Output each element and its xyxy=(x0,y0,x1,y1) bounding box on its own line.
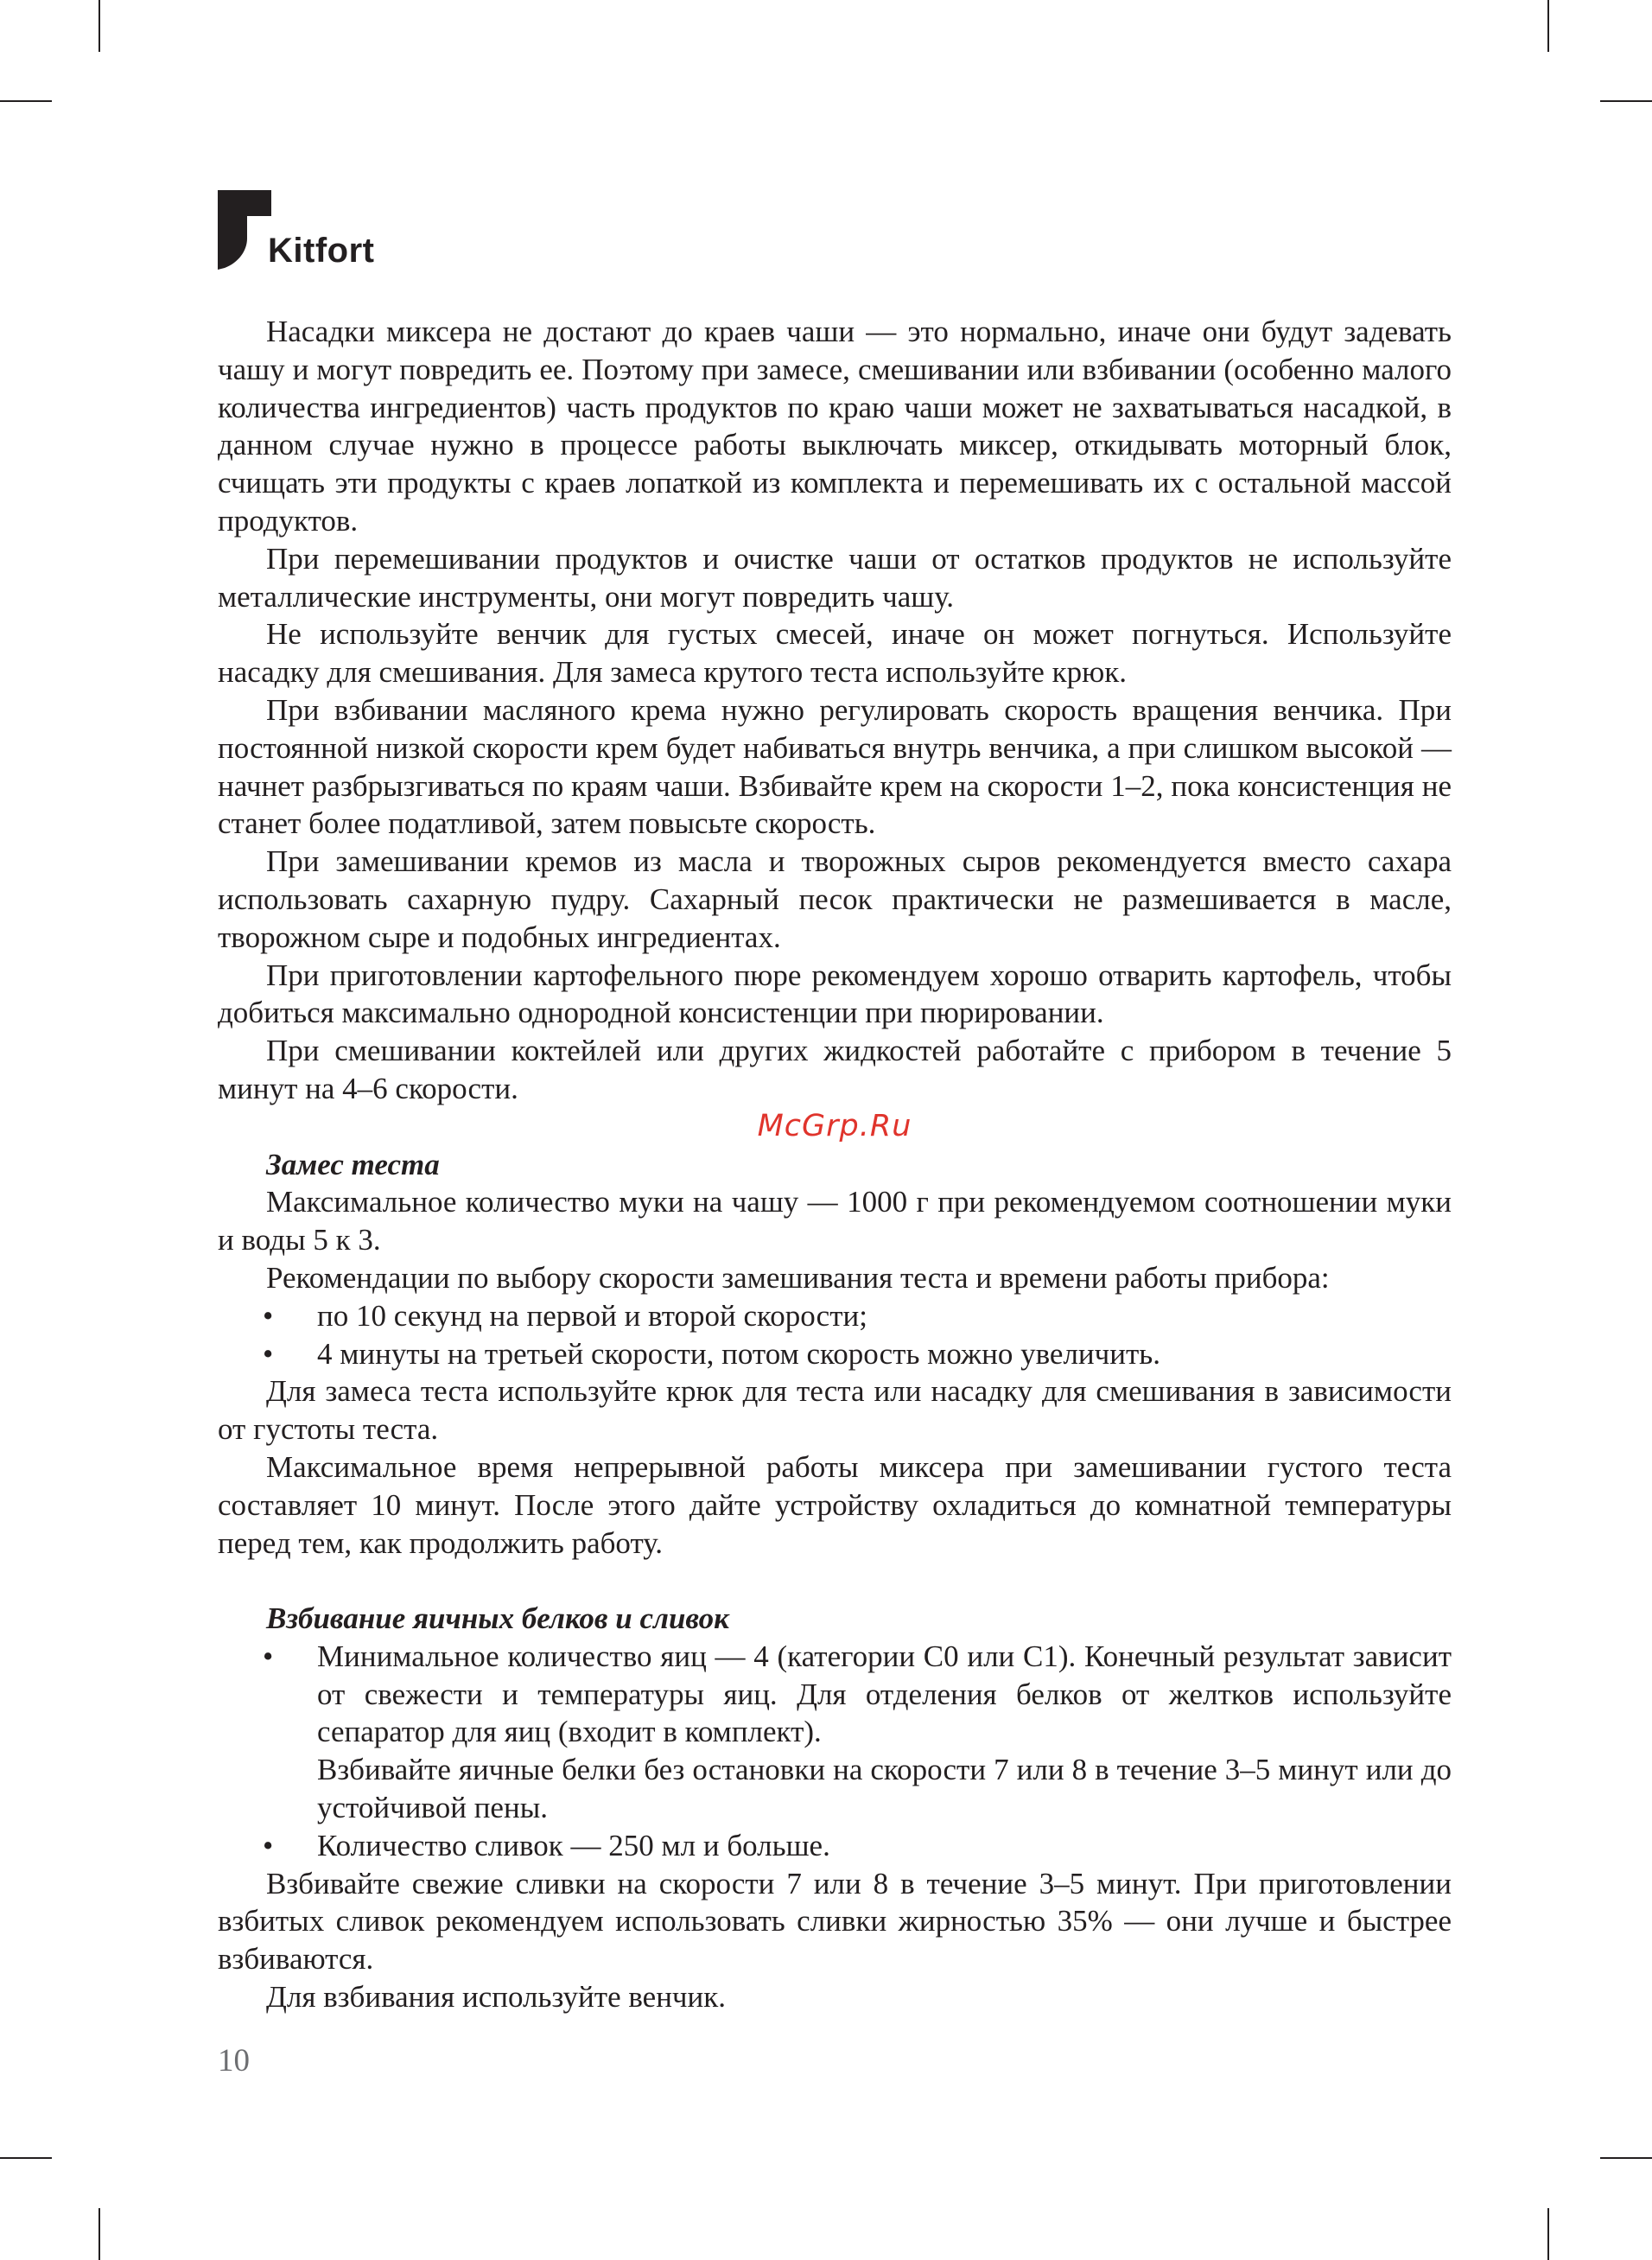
paragraph: При приготовлении картофельного пюре рекомендуем хорошо отварить картофель, чтобы добиться максимально однородной консистенции при пюрировании. xyxy=(218,958,1452,1030)
bullet-icon: • xyxy=(263,1639,274,1673)
paragraph: При смешивании коктейлей или других жидкостей работайте с прибором в течение 5 минут на 4–6 скорости. xyxy=(218,1034,1452,1105)
paragraph: Насадки миксера не достают до краев чаши — это нормально, иначе они будут задевать чашу и могут повредить ее. Поэтому при замесе, смешивании или взбивании (особенно малого количества ингредиентов) часть продуктов по краю чаши может не захватываться насадкой, в данном случае нужно в процессе работы выключать миксер, откидывать моторный блок, счищать эти продукты с краев лопаткой из комплекта и перемешивать их с остальной массой продуктов. xyxy=(218,315,1452,538)
crop-mark xyxy=(1547,2208,1549,2260)
paragraph: Не используйте венчик для густых смесей, иначе он может погнуться. Используйте насадку для смешивания. Для замеса крутого теста используйте крюк. xyxy=(218,617,1452,690)
crop-mark xyxy=(1600,2157,1652,2159)
page-content xyxy=(218,313,1452,2016)
spacer xyxy=(218,1562,1452,1600)
bullet-icon: • xyxy=(263,1298,274,1333)
page-number: 10 xyxy=(218,2043,250,2079)
paragraph: При взбивании масляного крема нужно регулировать скорость вращения венчика. При постоянной низкой скорости крем будет набиваться внутрь венчика, а при слишком высокой — начнет разбрызгиваться по краям чаши. Взбивайте крем на скорости 1–2, пока консистенция не станет более податливой, затем повысьте скорость. xyxy=(218,692,1452,841)
list-item xyxy=(218,1297,1452,1335)
bullet-icon: • xyxy=(263,1336,274,1371)
brand-name: Kitfort xyxy=(268,232,375,270)
paragraph: При замешивании кремов из масла и творожных сыров рекомендуется вместо сахара использовать сахарную пудру. Сахарный песок практически не размешивается в масле, творожном сыре и подобных ингредиентах. xyxy=(218,844,1452,954)
paragraph: Для замеса теста используйте крюк для теста или насадку для смешивания в зависимости от густоты теста. xyxy=(218,1374,1452,1447)
list-item-text: Взбивайте яичные белки без остановки на скорости 7 или 8 в течение 3–5 минут или до устойчивой пены. xyxy=(317,1753,1452,1825)
list-item-text: Количество сливок — 250 мл и больше. xyxy=(317,1828,830,1862)
list-item-text: Минимальное количество яиц — 4 (категории C0 или C1). Конечный результат зависит от свежести и температуры яиц. Для отделения белков от желтков используйте сепаратор для яиц (входит в комплект). xyxy=(317,1639,1452,1749)
paragraph: Взбивайте свежие сливки на скорости 7 или 8 в течение 3–5 минут. При приготовлении взбитых сливок рекомендуем использовать сливки жирностью 35% — они лучше и быстрее взбиваются. xyxy=(218,1866,1452,1977)
crop-mark xyxy=(1600,100,1652,102)
list-item xyxy=(218,1638,1452,1827)
crop-mark xyxy=(98,0,100,52)
paragraph: Максимальное время непрерывной работы миксера при замешивании густого теста составляет 10 минут. После этого дайте устройству охладиться до комнатной температуры перед тем, как продолжить работу. xyxy=(218,1449,1452,1560)
paragraph: Для взбивания используйте венчик. xyxy=(266,1980,727,2015)
bullet-list xyxy=(218,1297,1452,1373)
list-item xyxy=(218,1827,1452,1865)
list-item-text: 4 минуты на третьей скорости, потом скорость можно увеличить. xyxy=(317,1336,1161,1371)
list-item-text: по 10 секунд на первой и второй скорости; xyxy=(317,1298,867,1333)
crop-mark xyxy=(0,2157,52,2159)
section-heading-whipping: Взбивание яичных белков и сливок xyxy=(266,1601,729,1636)
paragraph: Максимальное количество муки на чашу — 1000 г при рекомендуемом соотношении муки и воды 5 к 3. xyxy=(218,1185,1452,1257)
bullet-list xyxy=(218,1638,1452,1865)
paragraph: Рекомендации по выбору скорости замешивания теста и времени работы прибора: xyxy=(266,1260,1330,1295)
section-heading-dough: Замес теста xyxy=(266,1147,440,1181)
crop-mark xyxy=(0,100,52,102)
paragraph: При перемешивании продуктов и очистке чаши от остатков продуктов не используйте металлические инструменты, они могут повредить чашу. xyxy=(218,541,1452,614)
bullet-icon: • xyxy=(263,1828,274,1862)
crop-mark xyxy=(98,2208,100,2260)
watermark-link[interactable]: McGrp.Ru xyxy=(757,1108,912,1143)
crop-mark xyxy=(1547,0,1549,52)
list-item xyxy=(218,1335,1452,1373)
